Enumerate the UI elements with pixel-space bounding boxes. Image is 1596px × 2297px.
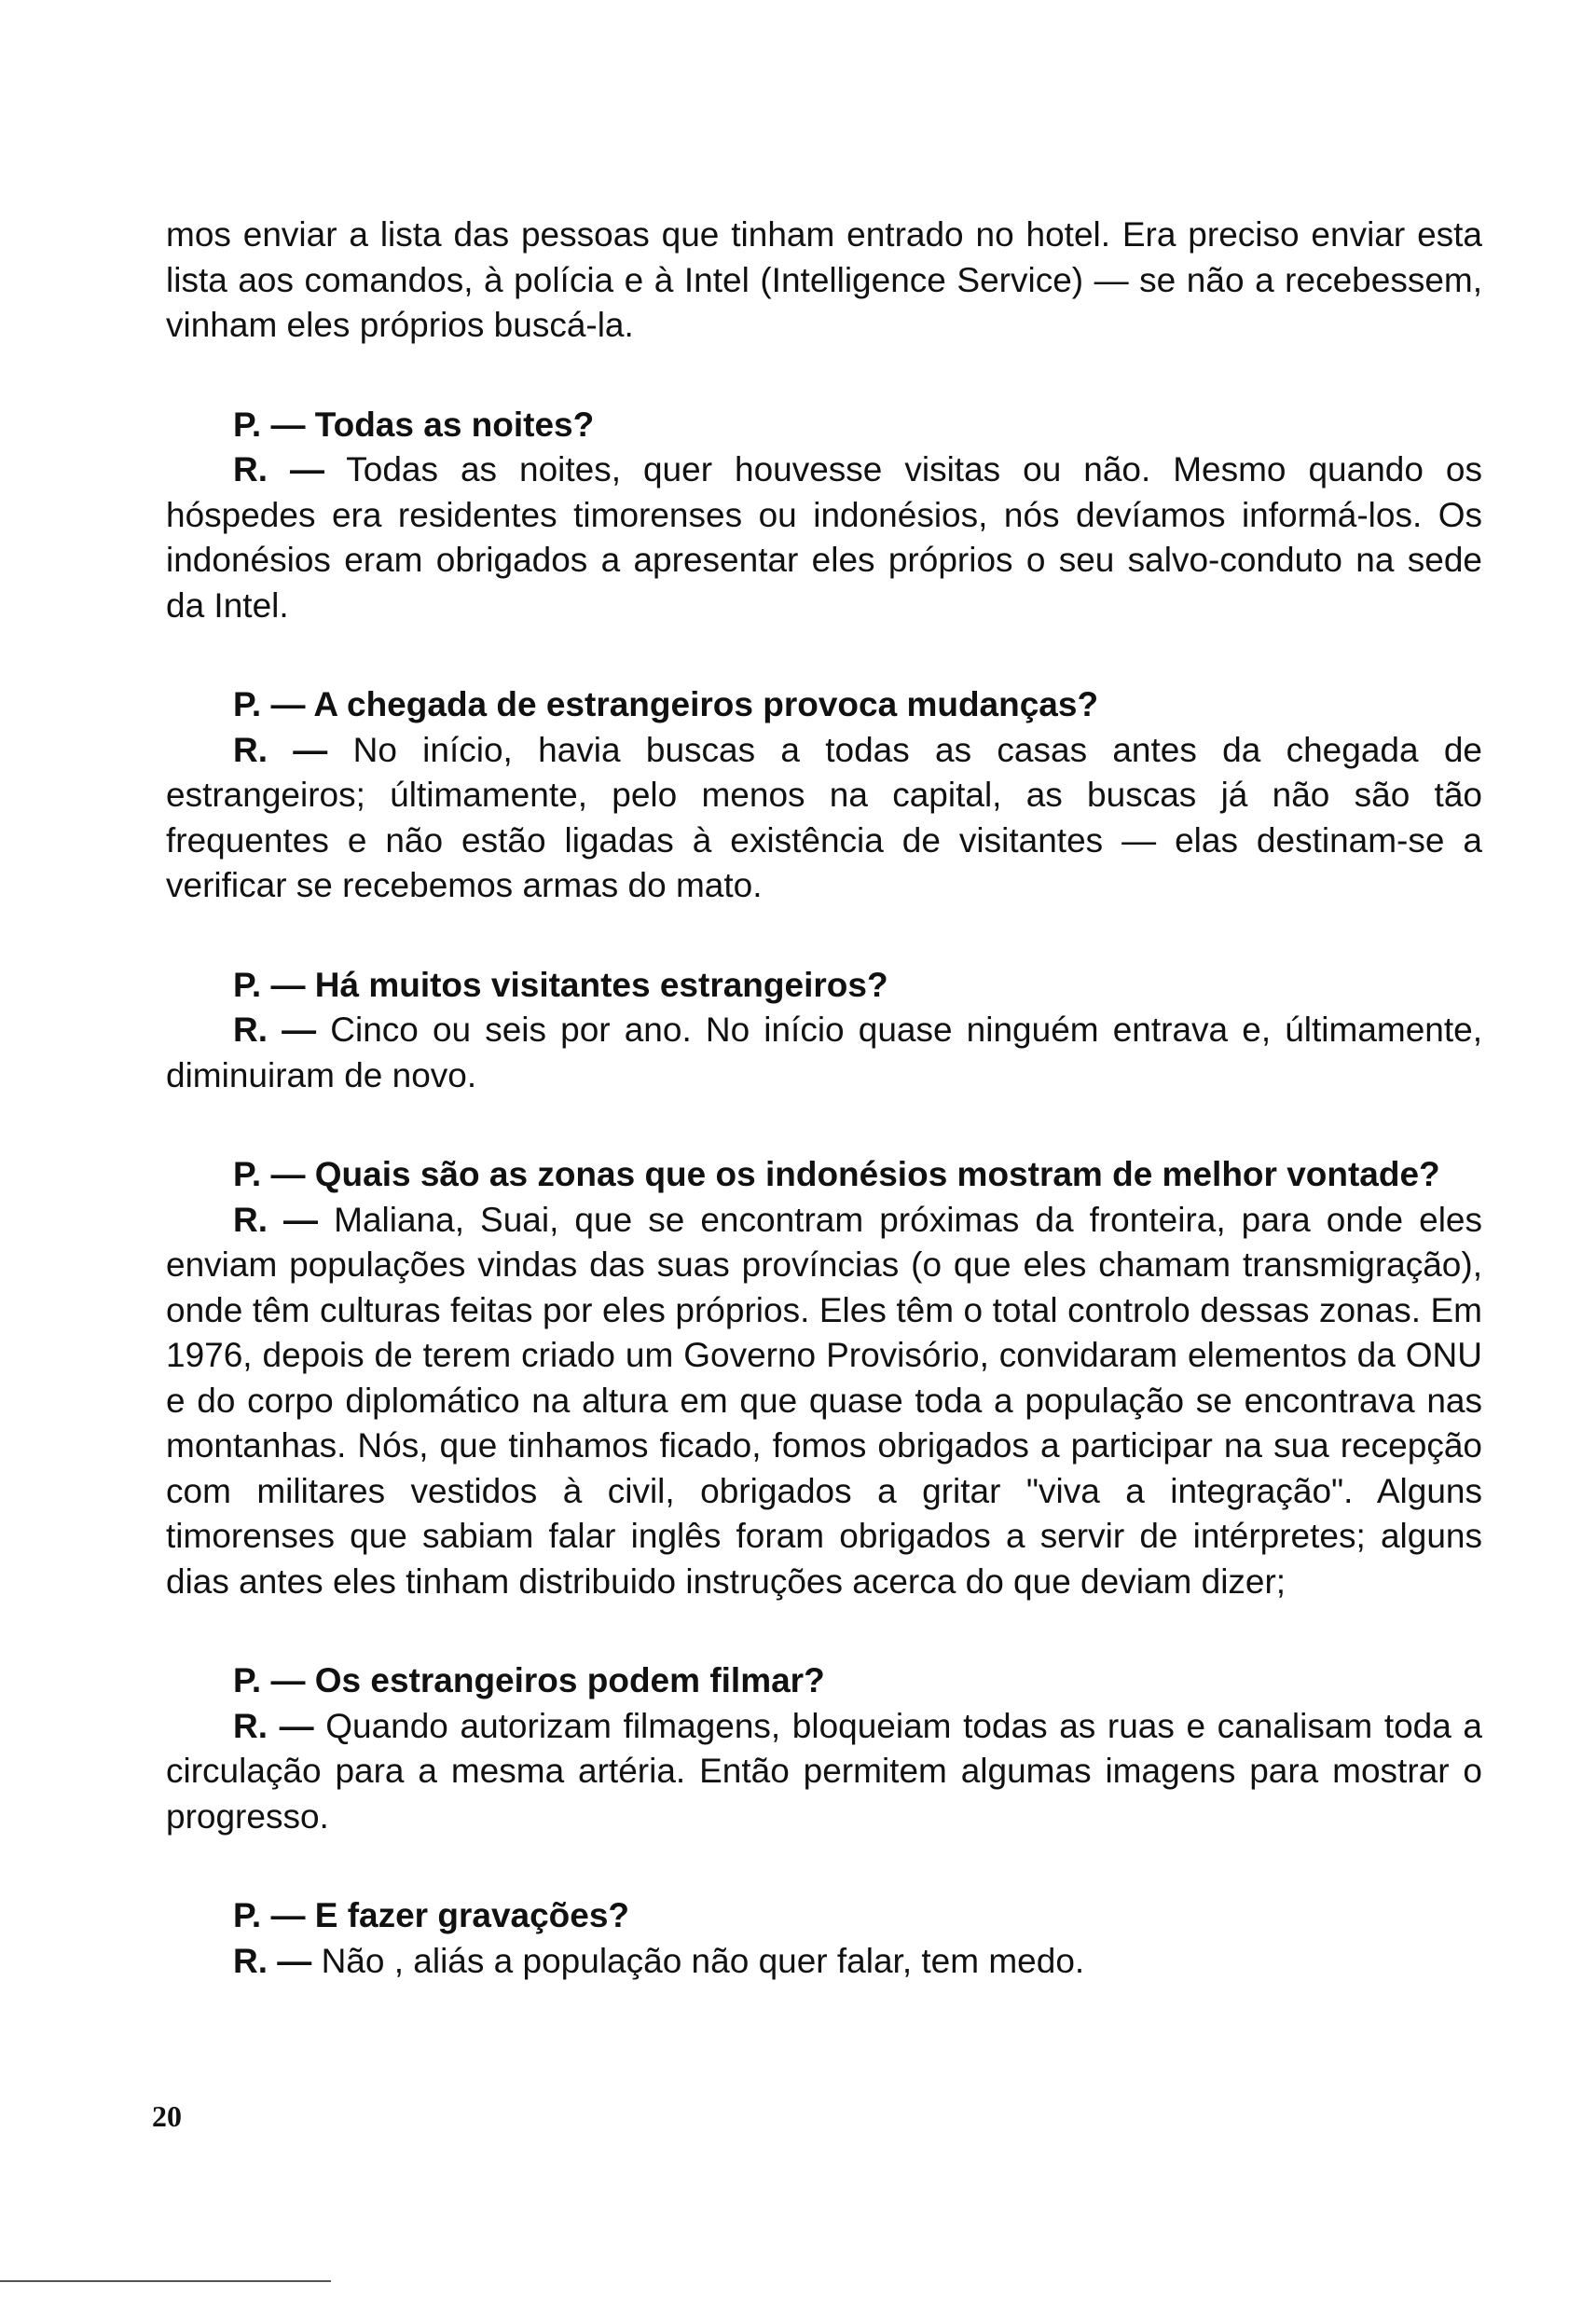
answer: [166, 447, 1482, 628]
document-page: [166, 213, 1482, 1984]
qa-block: [166, 1893, 1482, 1984]
qa-block: [166, 1658, 1482, 1839]
answer: [166, 728, 1482, 909]
question: P. — Há muitos visitantes estrangeiros?: [233, 965, 888, 1004]
qa-block: [166, 1152, 1482, 1604]
question: P. — Todas as noites?: [233, 405, 595, 444]
bottom-rule: [0, 2280, 331, 2282]
answer-label: R. —: [233, 450, 324, 488]
answer-text: Quando autorizam filmagens, bloqueiam todas as ruas e canalisam toda a circulação para a mesma artéria. Então permitem algumas imagens para mostrar o progresso.: [166, 1706, 1483, 1836]
answer-label: R. —: [233, 1706, 314, 1745]
answer-text: Cinco ou seis por ano. No início quase ninguém entrava e, últimamente, diminuiram de novo.: [166, 1011, 1483, 1094]
answer-text: Não , aliás a população não quer falar, tem medo.: [321, 1941, 1085, 1980]
answer-text: No início, havia buscas a todas as casas antes da chegada de estrangeiros; últimamente, pelo menos na capital, as buscas já não são tão frequentes e não estão ligadas à existência de visitantes — elas destinam-se a verificar se recebemos armas do mato.: [166, 730, 1483, 904]
question: P. — Quais são as zonas que os indonésios mostram de melhor vontade?: [233, 1155, 1440, 1193]
answer-label: R. —: [233, 1011, 317, 1049]
intro-paragraph: mos enviar a lista das pessoas que tinham entrado no hotel. Era preciso enviar esta lista aos comandos, à polícia e à Intel (Intelligence Service) — se não a recebessem, vinham eles próprios buscá-la.: [166, 215, 1482, 344]
answer-text: Maliana, Suai, que se encontram próximas da fronteira, para onde eles enviam populações vindas das suas províncias (o que eles chamam transmigração), onde têm culturas feitas por eles próprios. Eles têm o total controlo dessas zonas. Em 1976, depois de terem criado um Governo Provisório, convidaram elementos da ONU e do corpo diplomático na altura em que quase toda a população se encontrava nas montanhas. Nós, que tinhamos ficado, fomos obrigados a participar na sua recepção com militares vestidos à civil, obrigados a gritar "viva a integração". Alguns timorenses que sabiam falar inglês foram obrigados a servir de intérpretes; alguns dias antes eles tinham distribuido instruções acerca do que deviam dizer;: [166, 1200, 1483, 1601]
page-number: 20: [152, 2099, 182, 2133]
answer-text: Todas as noites, quer houvesse visitas ou não. Mesmo quando os hóspedes era residentes timorenses ou indonésios, nós devíamos informá-los. Os indonésios eram obrigados a apresentar eles próprios o seu salvo-conduto na sede da Intel.: [166, 450, 1482, 625]
question: P. — E fazer gravações?: [233, 1896, 630, 1934]
answer: [166, 1198, 1482, 1605]
qa-block: [166, 963, 1482, 1099]
answer-label: R. —: [233, 730, 328, 769]
qa-block: [166, 403, 1482, 629]
answer-label: R. —: [233, 1941, 312, 1980]
answer: [166, 1008, 1482, 1098]
answer: [166, 1939, 1482, 1985]
answer-label: R. —: [233, 1200, 319, 1239]
answer: [166, 1704, 1482, 1840]
question: P. — Os estrangeiros podem filmar?: [233, 1661, 825, 1699]
question: P. — A chegada de estrangeiros provoca mudanças?: [233, 685, 1099, 723]
qa-block: [166, 682, 1482, 909]
